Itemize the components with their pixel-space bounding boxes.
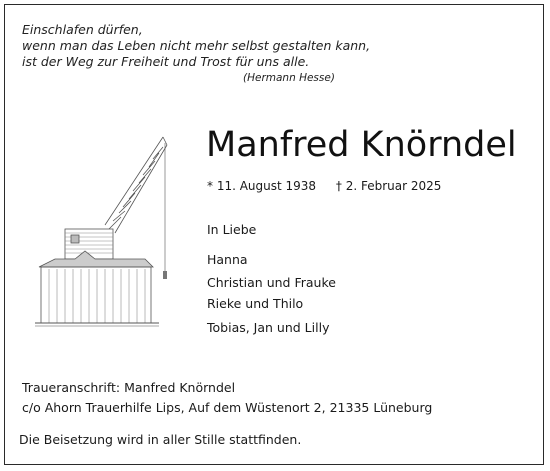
mourner-name: Christian und Frauke [207,275,336,290]
mourner-name: Tobias, Jan und Lilly [207,320,330,335]
crane-base [35,267,159,326]
address-line: c/o Ahorn Trauerhilfe Lips, Auf dem Wüstenort 2, 21335 Lüneburg [22,400,433,415]
mourner-name: Rieke und Thilo [207,296,304,311]
poem-line: ist der Weg zur Freiheit und Trost für uns alle. [22,54,310,69]
crane-jib [105,137,167,233]
crane-roof [39,251,153,267]
address-line: Traueranschrift: Manfred Knörndel [22,380,236,395]
poem-author: (Hermann Hesse) [243,72,335,84]
crane-illustration [35,133,175,333]
poem [22,22,370,70]
poem-line: wenn man das Leben nicht mehr selbst gestalten kann, [22,38,371,53]
poem-line: Einschlafen dürfen, [22,22,143,37]
mourner-name: Hanna [207,252,248,267]
death-date: † 2. Februar 2025 [335,179,442,193]
birth-date: * 11. August 1938 [207,179,317,193]
deceased-name: Manfred Knörndel [206,125,517,165]
mourners-intro: In Liebe [207,222,257,237]
life-dates [207,179,457,193]
crane-hook [163,271,167,279]
burial-notice: Die Beisetzung wird in aller Stille stattfinden. [19,432,302,447]
